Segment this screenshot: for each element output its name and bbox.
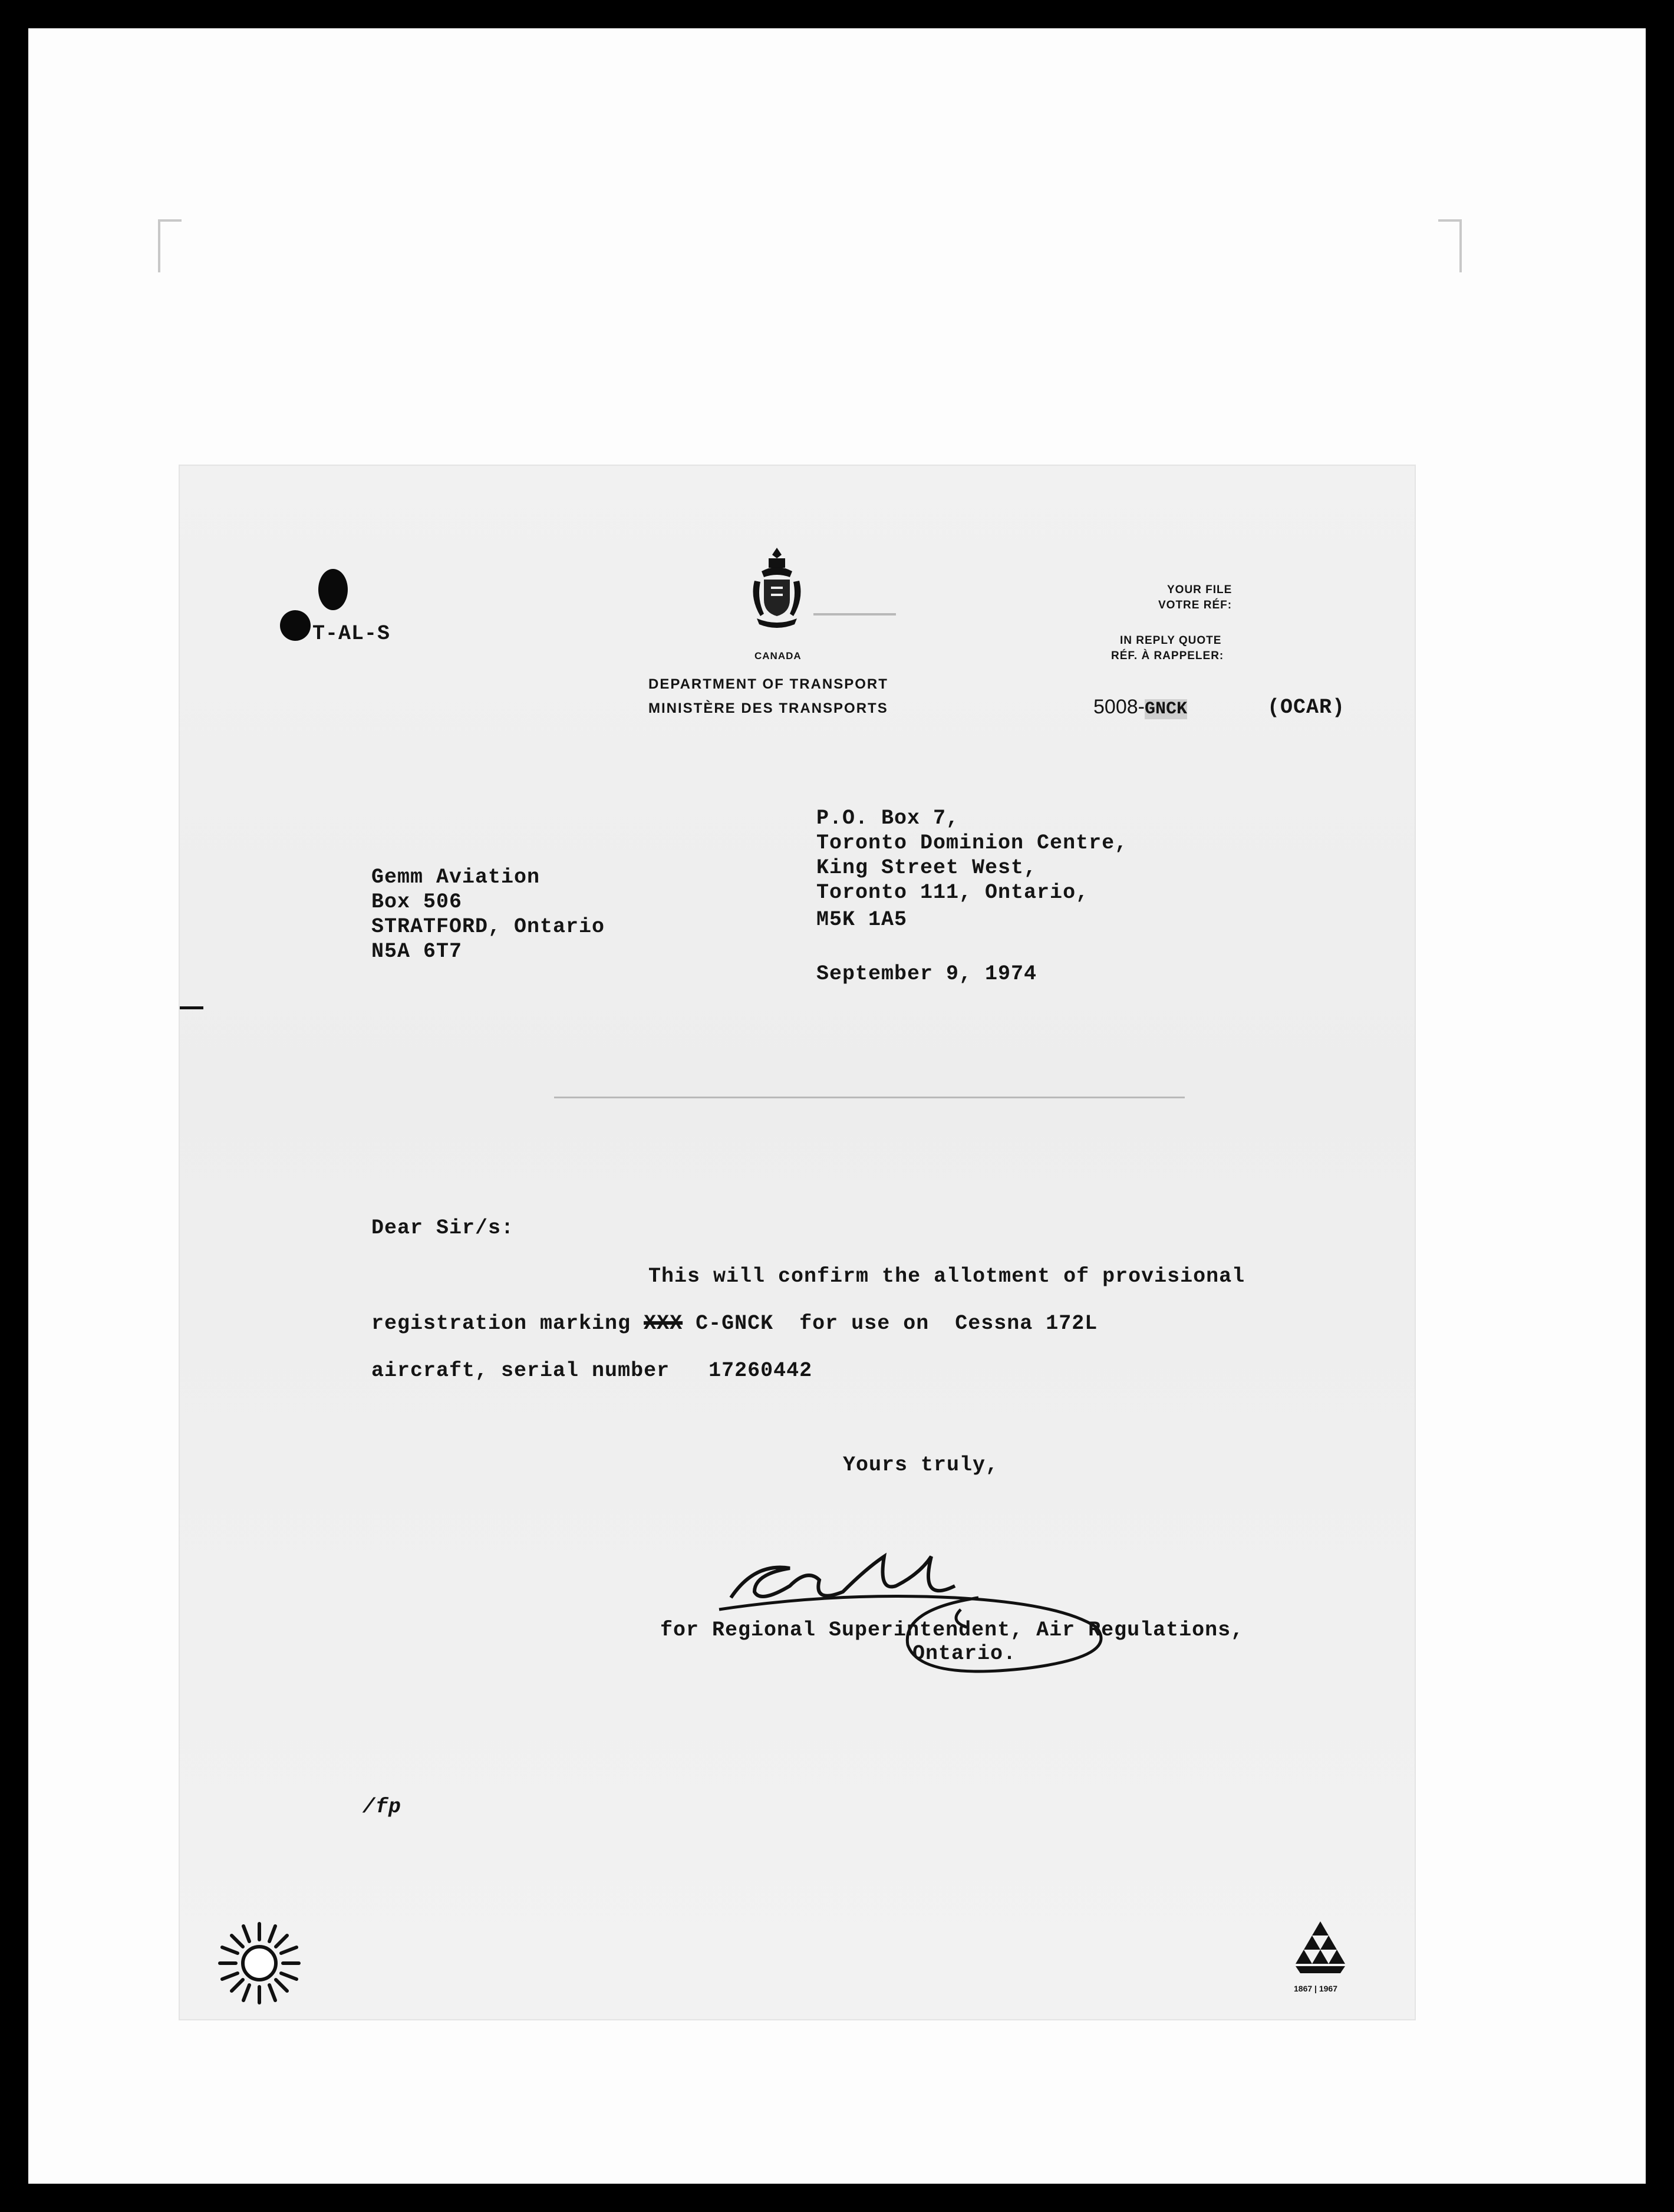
letterhead-dept-en: DEPARTMENT OF TRANSPORT (648, 676, 888, 692)
centennial-years: 1867 | 1967 (1294, 1984, 1337, 1993)
closing: Yours truly, (843, 1453, 999, 1477)
reference-code: (OCAR) (1267, 696, 1346, 719)
sender-address-line: Toronto Dominion Centre, (816, 831, 1128, 855)
your-file-label-fr: VOTRE RÉF: (1158, 599, 1233, 611)
salutation: Dear Sir/s: (371, 1216, 515, 1240)
centennial-symbol-icon (1285, 1919, 1356, 1984)
signature-region: Ontario. (912, 1642, 1017, 1665)
reply-quote-label-fr: RÉF. À RAPPELER: (1111, 650, 1224, 662)
scan-streak (813, 613, 896, 615)
reference-number (1093, 696, 1187, 719)
sunburst-emblem-icon (215, 1919, 304, 2007)
recipient-line: STRATFORD, Ontario (371, 915, 605, 939)
crop-mark-top-left (158, 219, 182, 222)
recipient-line: Gemm Aviation (371, 865, 541, 889)
body-line-3 (371, 1359, 812, 1382)
scan-streak (554, 1097, 1185, 1098)
body-line-2-mid: for use on (799, 1312, 930, 1335)
struck-marking: XXX (644, 1312, 683, 1335)
body-line-2 (371, 1312, 1098, 1335)
sender-address-line: King Street West, (816, 856, 1037, 880)
registration-marking: C-GNCK (696, 1312, 774, 1335)
signature-title: for Regional Superintendent, Air Regulations, (660, 1618, 1244, 1642)
reply-quote-label: IN REPLY QUOTE (1120, 634, 1222, 647)
sender-address-line: Toronto 111, Ontario, (816, 881, 1089, 904)
sender-postal-code: M5K 1A5 (816, 908, 908, 931)
body-line-1: This will confirm the allotment of provisional (648, 1265, 1245, 1288)
canada-coat-of-arms-icon (749, 545, 805, 651)
margin-tick (180, 1006, 203, 1009)
ink-blot (318, 569, 348, 610)
letterhead-dept-fr: MINISTÈRE DES TRANSPORTS (648, 700, 888, 716)
crop-mark-top-right (1438, 219, 1462, 222)
aircraft-model: Cessna 172L (955, 1312, 1098, 1335)
letter-sheet (180, 466, 1415, 2019)
crop-mark-top-left-v (158, 219, 160, 272)
crop-mark-top-right-v (1459, 219, 1462, 272)
your-file-label: YOUR FILE (1167, 584, 1233, 596)
recipient-line: Box 506 (371, 890, 463, 914)
reference-number-suffix: GNCK (1144, 699, 1187, 719)
letterhead-country: CANADA (754, 650, 802, 661)
sender-address-line: P.O. Box 7, (816, 807, 960, 830)
body-line-3-prefix: aircraft, serial number (371, 1359, 670, 1382)
serial-number: 17260442 (709, 1359, 813, 1382)
typist-initials: /fp (363, 1795, 402, 1819)
letter-date: September 9, 1974 (816, 962, 1037, 986)
file-reference: T-AL-S (312, 622, 391, 646)
reference-number-prefix: 5008- (1093, 696, 1145, 718)
recipient-line: N5A 6T7 (371, 940, 463, 963)
body-line-2-prefix: registration marking (371, 1312, 631, 1335)
ink-blot (280, 610, 311, 641)
